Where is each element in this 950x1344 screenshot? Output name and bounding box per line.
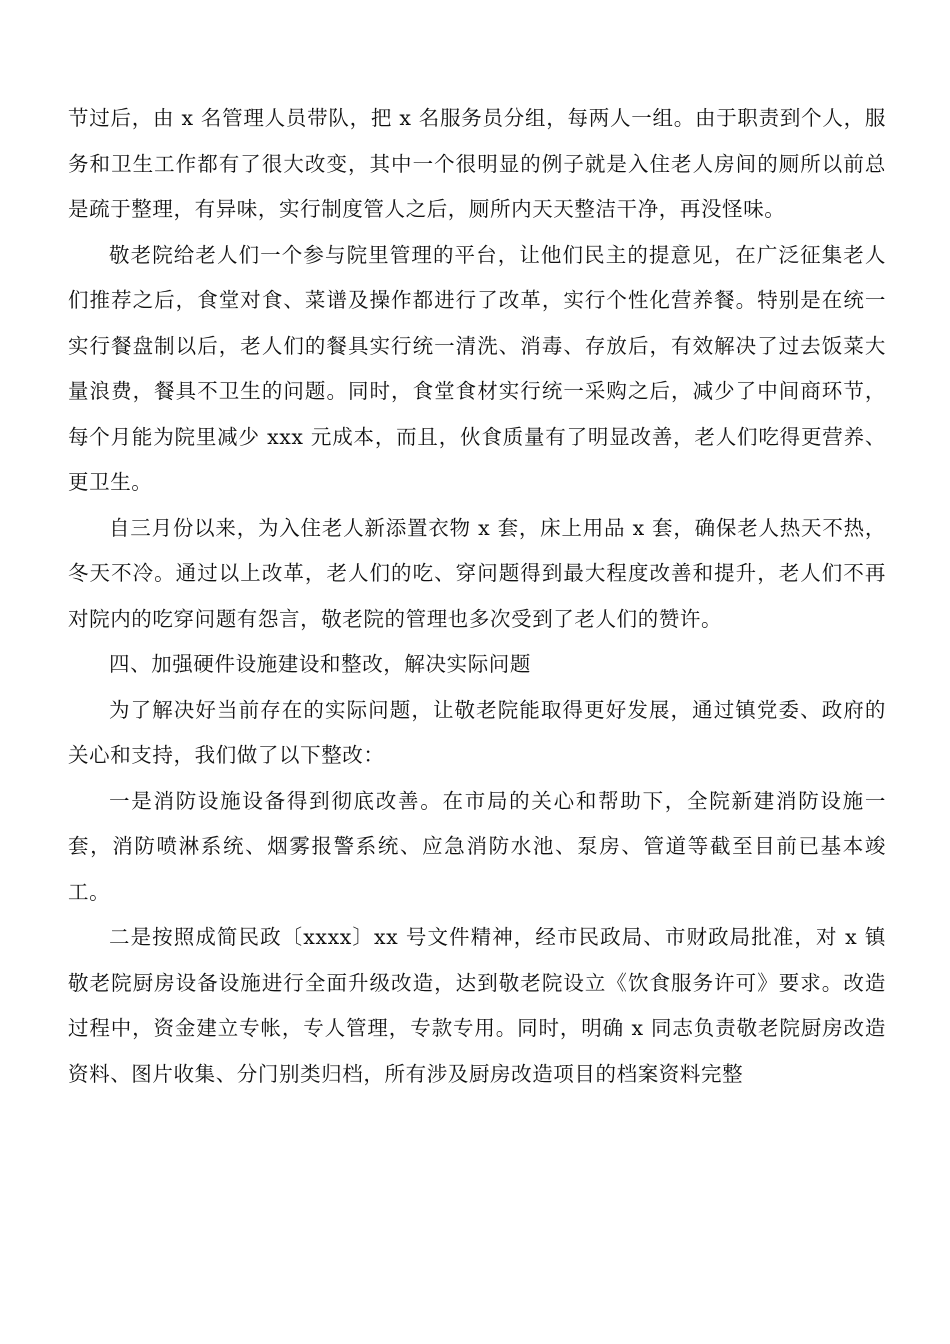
paragraph-6: 一是消防设施设备得到彻底改善。在市局的关心和帮助下，全院新建消防设施一套，消防喷淋系统、烟雾报警系统、应急消防水池、泵房、管道等截至目前已基本竣工。 — [68, 788, 886, 904]
paragraph-1: 节过后，由 x 名管理人员带队，把 x 名服务员分组，每两人一组。由于职责到个人，服务和卫生工作都有了很大改变，其中一个很明显的例子就是入住老人房间的厕所以前总是疏于整理，有异味，实行制度管人之后，厕所内天天整洁干净，再没怪味。 — [68, 106, 886, 221]
paragraph-3: 自三月份以来，为入住老人新添置衣物 x 套，床上用品 x 套，确保老人热天不热，冬天不冷。通过以上改革，老人们的吃、穿问题得到最大程度改善和提升，老人们不再对院内的吃穿问题有怨言，敬老院的管理也多次受到了老人们的赞许。 — [68, 515, 886, 631]
section-heading: 四、加强硬件设施建设和整改，解决实际问题 — [109, 652, 531, 676]
paragraph-7: 二是按照成简民政〔xxxx〕xx 号文件精神，经市民政局、市财政局批准，对 x 镇敬老院厨房设备设施进行全面升级改造，达到敬老院设立《饮食服务许可》要求。改造过程中，资金建立专帐，专人管理，专款专用。同时，明确 x 同志负责敬老院厨房改造资料、图片收集、分门别类归档，所有涉及厨房改造项目的档案资料完整 — [68, 925, 886, 1086]
document-body — [68, 96, 886, 1097]
paragraph-2: 敬老院给老人们一个参与院里管理的平台，让他们民主的提意见，在广泛征集老人们推荐之后，食堂对食、菜谱及操作都进行了改革，实行个性化营养餐。特别是在统一实行餐盘制以后，老人们的餐具实行统一清洗、消毒、存放后，有效解决了过去饭菜大量浪费，餐具不卫生的问题。同时，食堂食材实行统一采购之后，减少了中间商环节，每个月能为院里减少 xxx 元成本，而且，伙食质量有了明显改善，老人们吃得更营养、更卫生。 — [68, 242, 886, 494]
paragraph-5: 为了解决好当前存在的实际问题，让敬老院能取得更好发展，通过镇党委、政府的关心和支持，我们做了以下整改： — [68, 697, 886, 767]
